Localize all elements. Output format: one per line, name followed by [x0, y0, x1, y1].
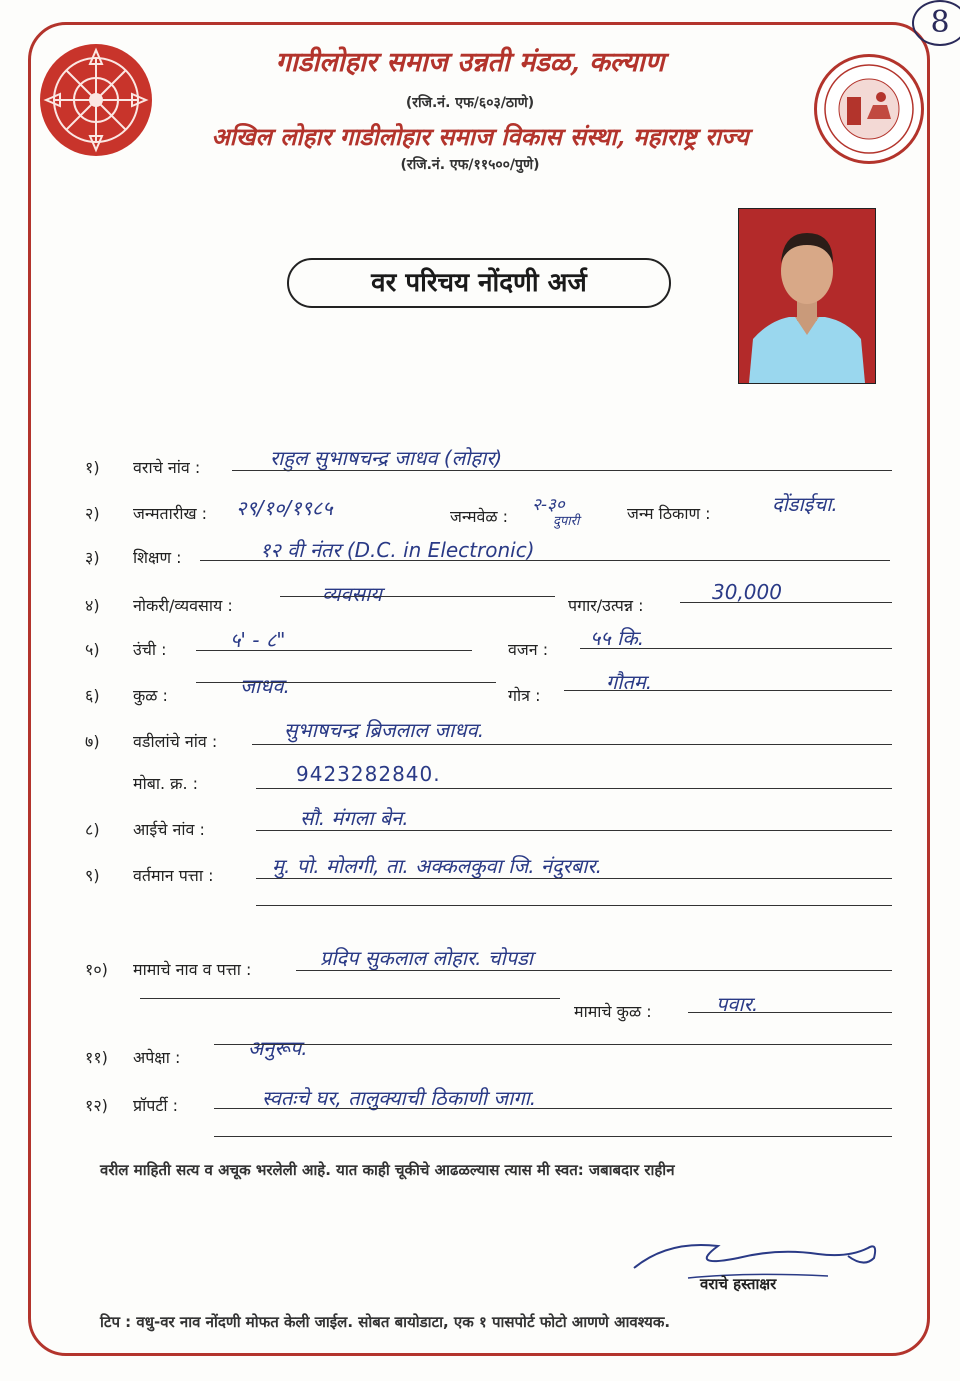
right-seal-logo — [814, 54, 924, 164]
groom-name-line — [232, 470, 892, 471]
father-name-label: वडीलांचे नांव : — [133, 732, 218, 751]
occupation-label: नोकरी/व्यवसाय : — [133, 596, 233, 615]
birth-date-value: २९/१०/१९८५ — [236, 496, 333, 520]
birth-date-label: जन्मतारीख : — [133, 504, 208, 523]
field-3-number: ३) — [85, 548, 100, 567]
mother-name-value: सौ. मंगला बेन. — [300, 806, 409, 830]
uncle-clan-label: मामाचे कुळ : — [574, 1002, 652, 1021]
weight-value: ५५ कि. — [590, 626, 645, 650]
field-4-number: ४) — [85, 596, 100, 615]
field-9-number: ९) — [85, 866, 100, 885]
income-value: 30,000 — [712, 580, 782, 604]
expectation-value: अनुरूप. — [248, 1036, 308, 1060]
gotra-line — [564, 690, 892, 691]
page-number-mark: 8 — [912, 0, 960, 46]
income-line — [680, 602, 892, 603]
expectation-line — [214, 1044, 892, 1045]
uncle-address-line — [140, 998, 560, 999]
mobile-value: 9423282840. — [296, 762, 441, 786]
mother-name-label: आईचे नांव : — [133, 820, 205, 839]
property-line-1 — [214, 1108, 892, 1109]
occupation-value: व्यवसाय — [322, 582, 382, 606]
left-emblem-logo — [40, 44, 152, 156]
form-title: वर परिचय नोंदणी अर्ज — [287, 258, 671, 308]
gotra-value: गौतम. — [606, 670, 653, 694]
uncle-name-label: मामाचे नाव व पत्ता : — [133, 960, 252, 979]
declaration-text: वरील माहिती सत्य व अचूक भरलेली आहे. यात काही चूकीचे आढळल्यास त्यास मी स्वत: जबाबदार राहीन — [100, 1161, 675, 1179]
father-name-line — [252, 744, 892, 745]
uncle-clan-value: पवार. — [716, 992, 759, 1016]
height-value: ५' - ८" — [230, 628, 286, 652]
education-value: १२ वी नंतर (D.C. in Electronic) — [260, 538, 535, 562]
property-value: स्वतःचे घर, तालुक्याची ठिकाणी जागा. — [262, 1086, 537, 1110]
footer-tip: टिप : वधु-वर नाव नोंदणी मोफत केली जाईल. सोबत बायोडाटा, एक १ पासपोर्ट फोटो आणणे आवश्यक. — [100, 1313, 671, 1331]
mobile-label: मोबा. क्र. : — [133, 774, 199, 793]
birth-time-label: जन्मवेळ : — [450, 507, 509, 526]
education-label: शिक्षण : — [133, 548, 182, 567]
weight-label: वजन : — [508, 640, 549, 659]
birth-time-note: दुपारी — [553, 514, 580, 529]
address-line-1 — [256, 878, 892, 879]
uncle-clan-line — [688, 1012, 892, 1013]
property-label: प्रॉपर्टी : — [133, 1096, 179, 1115]
groom-name-label: वराचे नांव : — [133, 458, 201, 477]
education-line — [200, 560, 890, 561]
birth-place-value: दोंडाईचा. — [772, 492, 838, 516]
weight-line — [580, 648, 892, 649]
field-12-number: १२) — [85, 1096, 108, 1115]
field-1-number: १) — [85, 458, 100, 477]
clan-line — [196, 682, 496, 683]
address-label: वर्तमान पत्ता : — [133, 866, 214, 885]
field-11-number: ११) — [85, 1048, 108, 1067]
mother-name-line — [256, 830, 892, 831]
uncle-name-line — [296, 970, 892, 971]
organization-title-2: अखिल लोहार गाडीलोहार समाज विकास संस्था, महाराष्ट्र राज्य — [211, 122, 749, 151]
expectation-label: अपेक्षा : — [133, 1048, 181, 1067]
property-line-2 — [214, 1136, 892, 1137]
field-5-number: ५) — [85, 640, 100, 659]
gotra-label: गोत्र : — [508, 686, 541, 705]
field-10-number: १०) — [85, 960, 108, 979]
height-label: उंची : — [133, 640, 167, 659]
birth-time-value: २-३० — [532, 495, 565, 515]
address-value: मु. पो. मोलगी, ता. अक्कलकुवा जि. नंदुरबार. — [272, 854, 602, 878]
passport-photo — [738, 208, 876, 384]
income-label: पगार/उत्पन्न : — [568, 596, 644, 615]
organization-2-registration: (रजि.नं. एफ/११५००/पुणे) — [400, 157, 540, 173]
mobile-line — [256, 788, 892, 789]
field-6-number: ६) — [85, 686, 100, 705]
uncle-name-value: प्रदिप सुकलाल लोहार. चोपडा — [320, 946, 533, 970]
signature-label: वराचे हस्ताक्षर — [700, 1275, 777, 1293]
address-line-2 — [256, 905, 892, 906]
occupation-line — [280, 596, 555, 597]
father-name-value: सुभाषचन्द्र ब्रिजलाल जाधव. — [284, 718, 485, 742]
clan-label: कुळ : — [133, 686, 168, 705]
field-7-number: ७) — [85, 732, 100, 751]
field-2-number: २) — [85, 504, 100, 523]
height-line — [196, 650, 472, 651]
birth-place-label: जन्म ठिकाण : — [627, 504, 711, 523]
clan-value: जाधव. — [240, 674, 290, 698]
groom-name-value: राहुल सुभाषचन्द्र जाधव (लोहार) — [270, 446, 503, 470]
organization-1-registration: (रजि.नं. एफ/६०३/ठाणे) — [405, 95, 535, 111]
organization-title-1: गाडीलोहार समाज उन्नती मंडळ, कल्याण — [275, 47, 665, 78]
field-8-number: ८) — [85, 820, 100, 839]
